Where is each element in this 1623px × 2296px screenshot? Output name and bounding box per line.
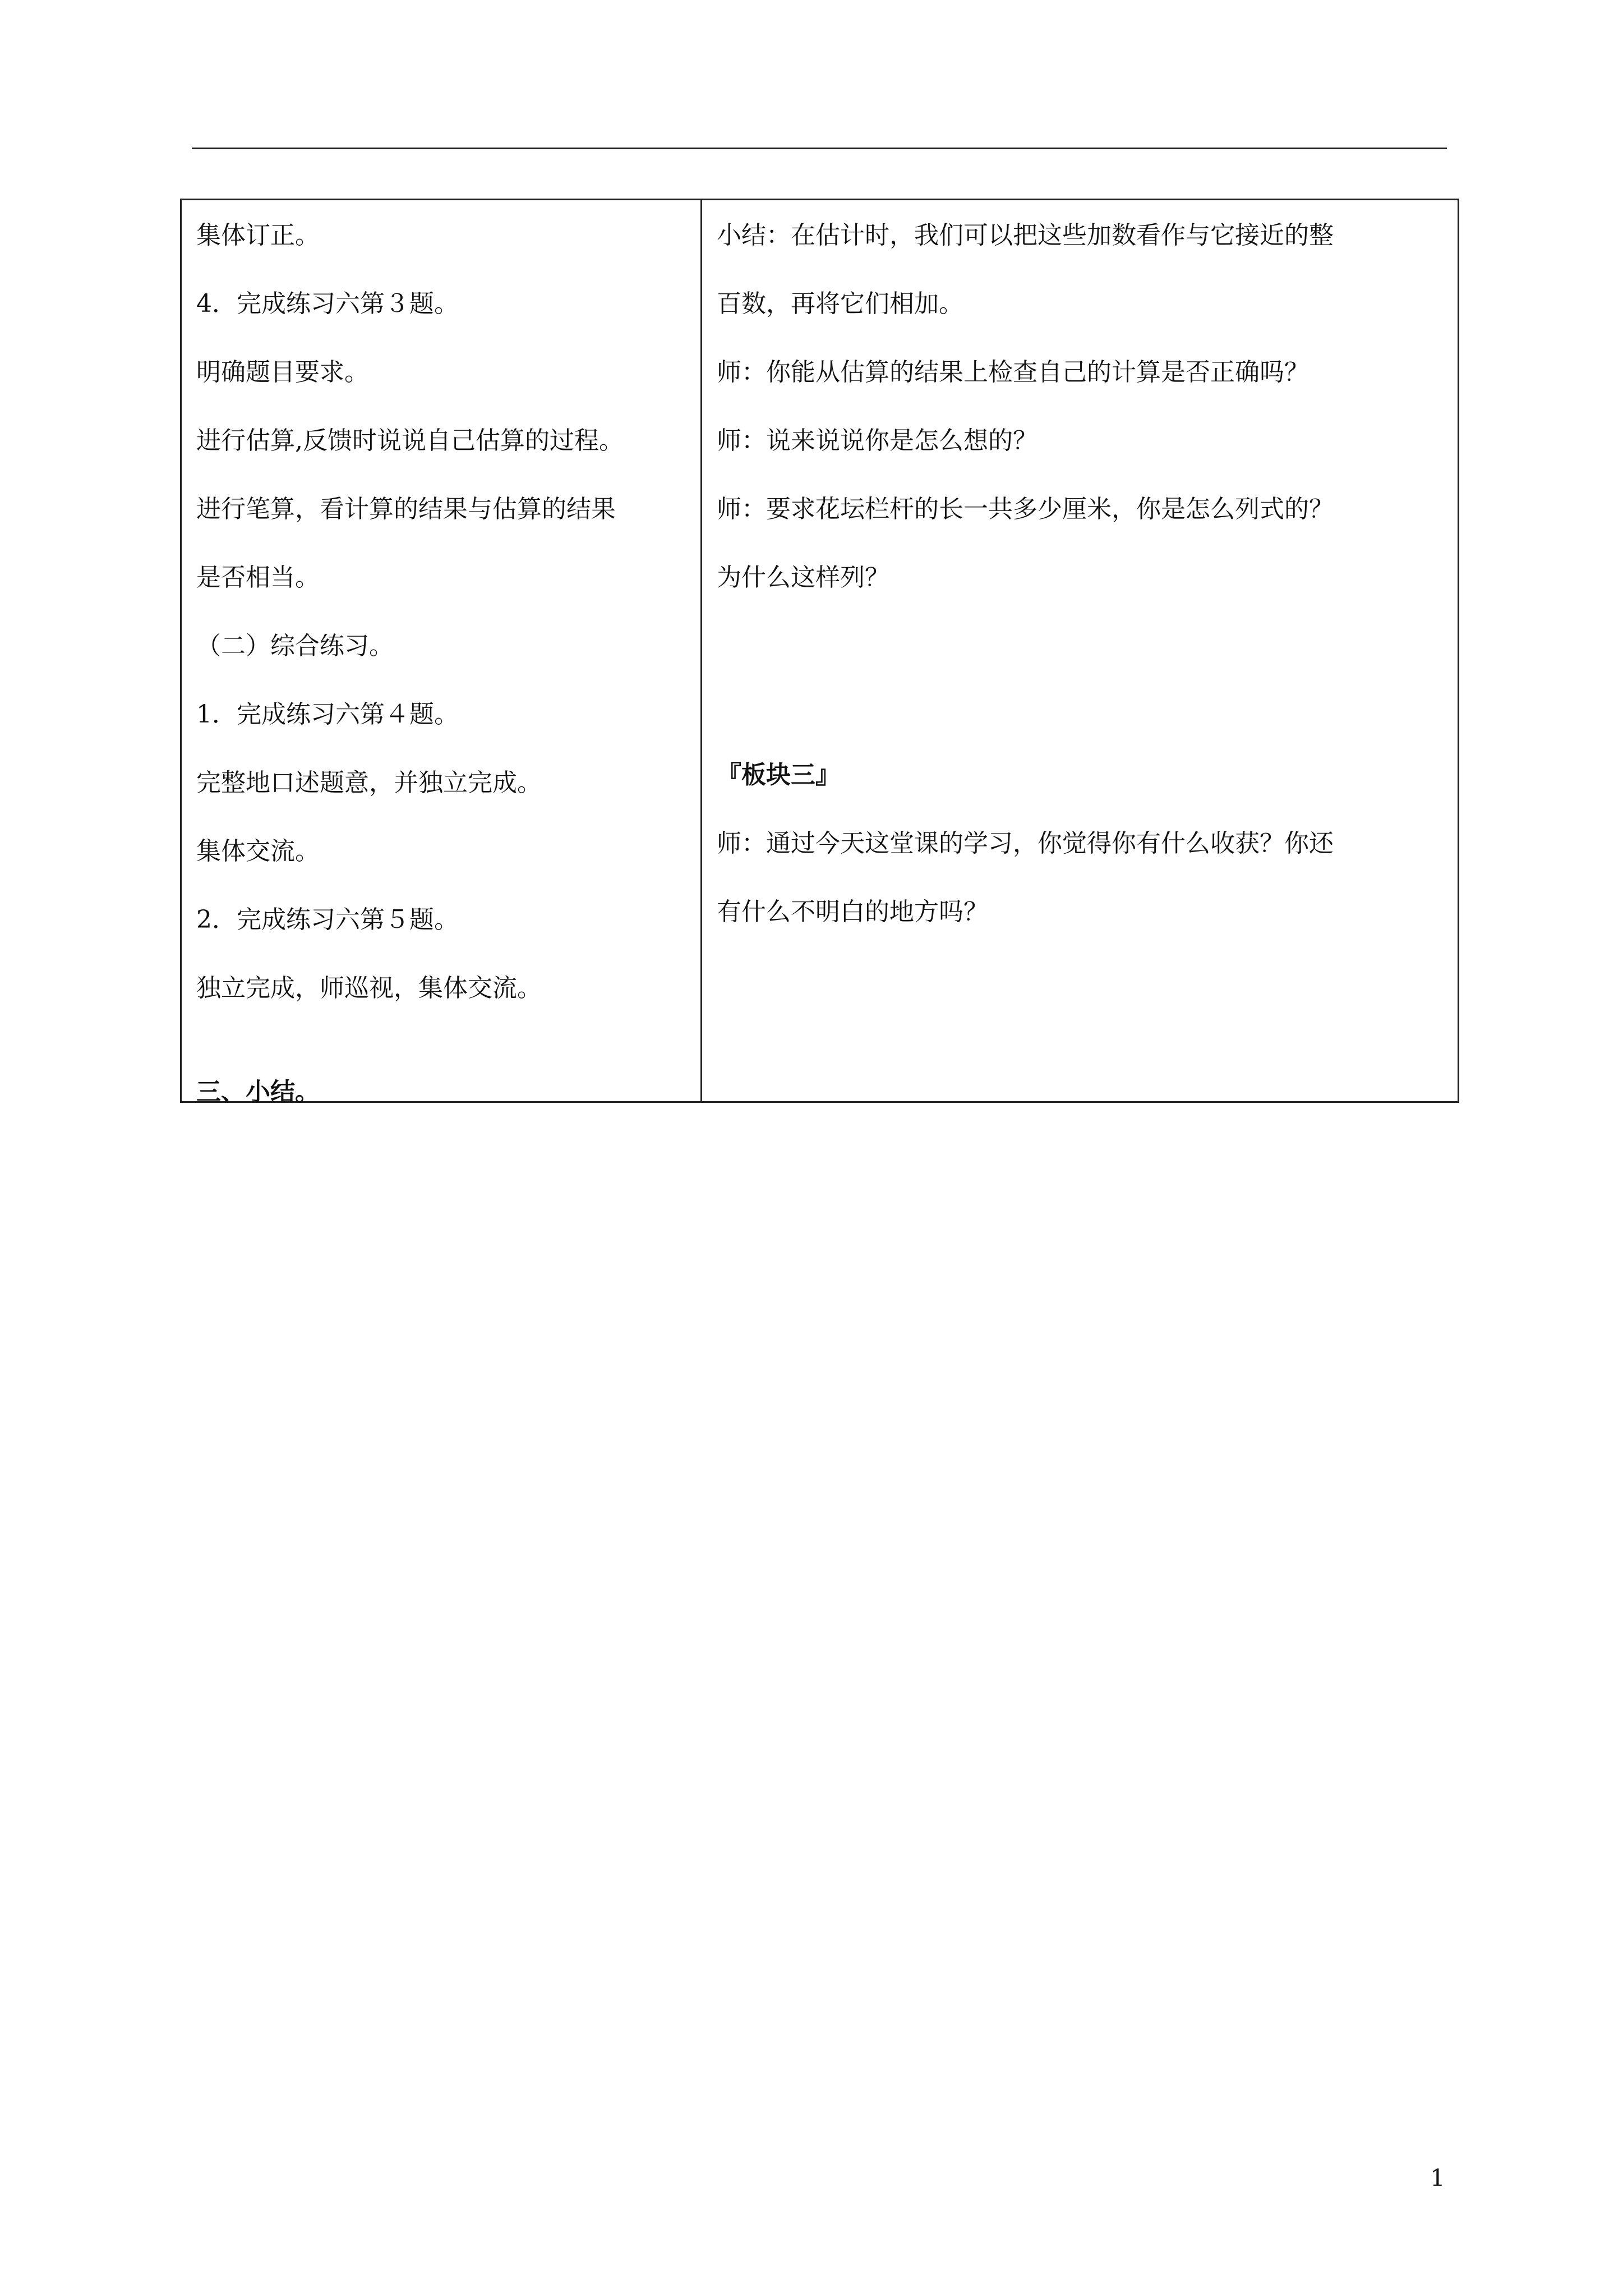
left-line: 2．完成练习六第５题。 bbox=[196, 905, 459, 934]
left-line: 独立完成，师巡视，集体交流。 bbox=[196, 974, 542, 1002]
left-line: 4．完成练习六第３题。 bbox=[196, 289, 459, 318]
right-line: 师：要求花坛栏杆的长一共多少厘米，你是怎么列式的？ bbox=[717, 495, 1334, 523]
right-line: 师：说来说说你是怎么想的？ bbox=[717, 426, 1038, 455]
header-rule bbox=[192, 148, 1447, 149]
right-line: 师：通过今天这堂课的学习，你觉得你有什么收获？你还 bbox=[717, 829, 1334, 858]
left-line: 是否相当。 bbox=[196, 563, 320, 592]
left-line: 1．完成练习六第４题。 bbox=[196, 700, 459, 729]
right-line: 师：你能从估算的结果上检查自己的计算是否正确吗？ bbox=[717, 358, 1309, 386]
right-line: 小结：在估计时，我们可以把这些加数看作与它接近的整 bbox=[717, 221, 1334, 250]
block-heading: 『板块三』 bbox=[717, 761, 840, 789]
page-number: 1 bbox=[1430, 2164, 1445, 2192]
left-column bbox=[182, 200, 702, 1106]
left-line: 集体交流。 bbox=[196, 837, 320, 866]
left-line: 进行笔算，看计算的结果与估算的结果 bbox=[196, 495, 616, 523]
left-line: 明确题目要求。 bbox=[196, 358, 369, 386]
right-line: 有什么不明白的地方吗？ bbox=[717, 898, 988, 926]
lesson-table bbox=[180, 199, 1459, 1106]
left-line: 完整地口述题意，并独立完成。 bbox=[196, 769, 542, 797]
left-line: 进行估算,反馈时说说自己估算的过程。 bbox=[196, 426, 624, 455]
right-line: 为什么这样列？ bbox=[717, 563, 889, 592]
left-line: （二）综合练习。 bbox=[196, 632, 394, 660]
right-line: 百数，再将它们相加。 bbox=[717, 289, 963, 318]
right-column bbox=[702, 200, 1458, 1101]
section-heading: 三、小结。 bbox=[196, 1078, 320, 1106]
left-line: 集体订正。 bbox=[196, 221, 320, 250]
